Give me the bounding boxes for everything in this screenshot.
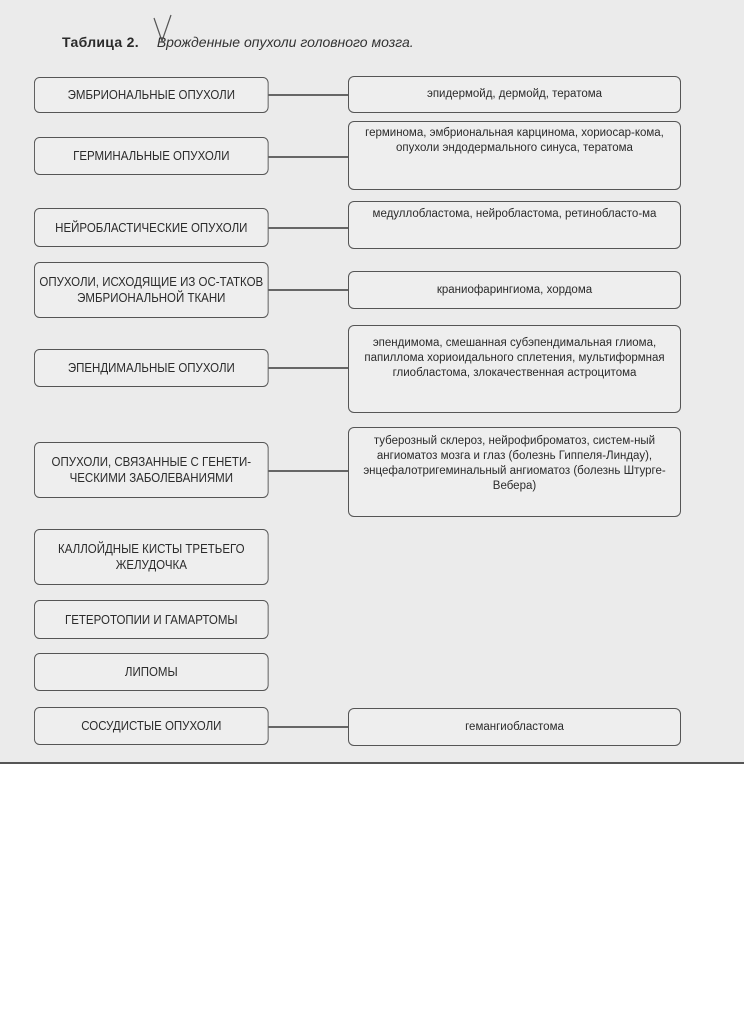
category-box: ЭМБРИОНАЛЬНЫЕ ОПУХОЛИ [34, 77, 269, 113]
connector-line [268, 156, 348, 158]
connector-line [268, 227, 348, 229]
examples-box: герминома, эмбриональная карцинома, хориосар-кома, опухоли эндодермального синуса, тератома [348, 121, 681, 190]
category-box: ГЕРМИНАЛЬНЫЕ ОПУХОЛИ [34, 137, 269, 175]
category-box: НЕЙРОБЛАСТИЧЕСКИЕ ОПУХОЛИ [34, 208, 269, 247]
category-box: ОПУХОЛИ, ИСХОДЯЩИЕ ИЗ ОС-ТАТКОВ ЭМБРИОНАЛЬНОЙ ТКАНИ [34, 262, 269, 318]
examples-box: гемангиобластома [348, 708, 681, 746]
examples-box: эпендимома, смешанная субэпендимальная глиома, папиллома хориоидального сплетения, мультиформная глиобластома, злокачественная астроцитома [348, 325, 681, 413]
table-title [62, 34, 414, 50]
connector-line [268, 470, 348, 472]
examples-box: эпидермойд, дермойд, тератома [348, 76, 681, 113]
connector-line [268, 94, 348, 96]
category-box: ЛИПОМЫ [34, 653, 269, 691]
connector-line [268, 289, 348, 291]
table-label: Таблица 2. [62, 34, 139, 50]
examples-box: туберозный склероз, нейрофиброматоз, систем-ный ангиоматоз мозга и глаз (болезнь Гиппеля-Линдау), энцефалотригеминальный ангиоматоз (болезнь Штурге-Вебера) [348, 427, 681, 517]
category-box: ЭПЕНДИМАЛЬНЫЕ ОПУХОЛИ [34, 349, 269, 387]
examples-box: медуллобластома, нейробластома, ретинобласто-ма [348, 201, 681, 249]
page-bottom-rule [0, 762, 744, 764]
category-box: ОПУХОЛИ, СВЯЗАННЫЕ С ГЕНЕТИ-ЧЕСКИМИ ЗАБОЛЕВАНИЯМИ [34, 442, 269, 498]
connector-line [268, 726, 348, 728]
category-box: СОСУДИСТЫЕ ОПУХОЛИ [34, 707, 269, 745]
table-caption: Врожденные опухоли головного мозга. [156, 34, 414, 50]
examples-box: краниофарингиома, хордома [348, 271, 681, 309]
connector-line [268, 367, 348, 369]
category-box: КАЛЛОЙДНЫЕ КИСТЫ ТРЕТЬЕГО ЖЕЛУДОЧКА [34, 529, 269, 585]
category-box: ГЕТЕРОТОПИИ И ГАМАРТОМЫ [34, 600, 269, 639]
